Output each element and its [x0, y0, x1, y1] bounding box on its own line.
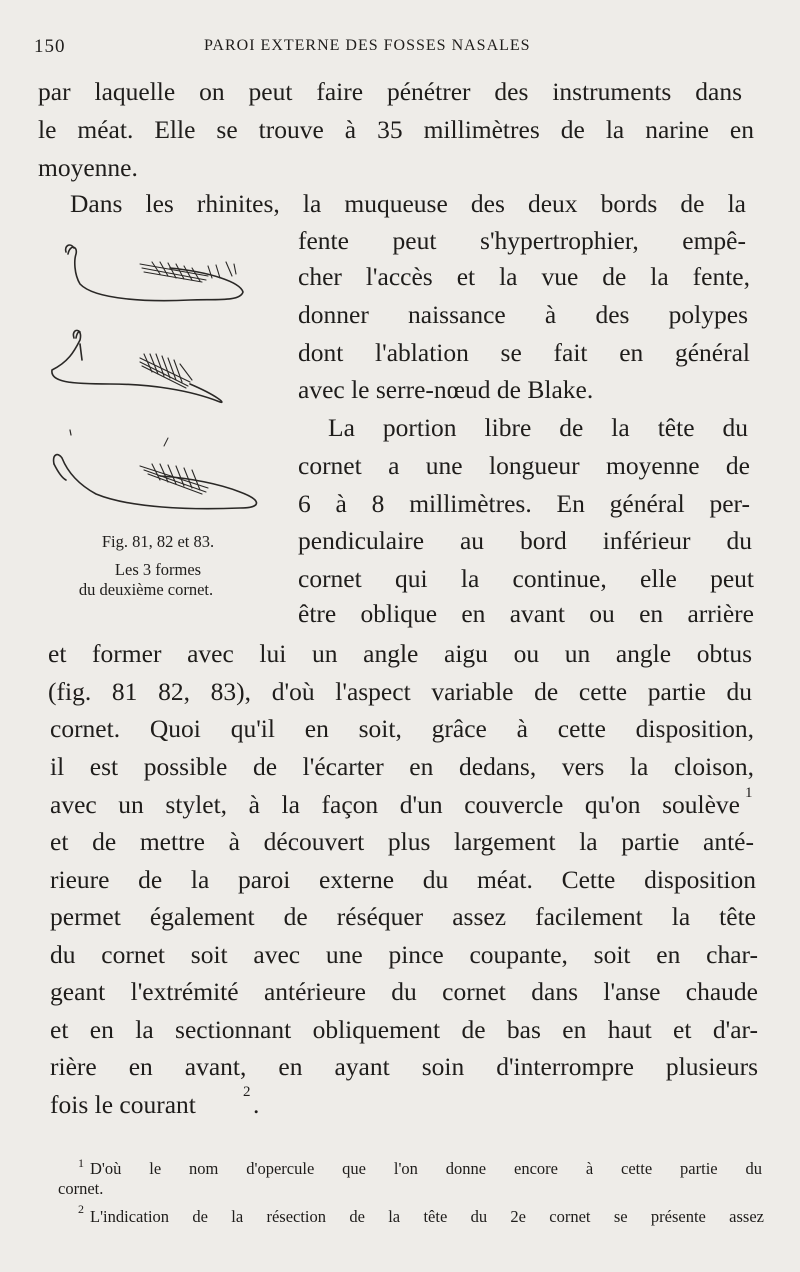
text-line: rière en avant, en ayant soin d'interrompre plusieurs — [50, 1052, 758, 1081]
footnote-text: L'indication de la résection de la tête du 2e cornet se présente assez — [90, 1207, 764, 1226]
text-line: 6 à 8 millimètres. En général per- — [298, 489, 750, 518]
text-line: il est possible de l'écarter en dedans, vers la cloison, — [50, 752, 754, 781]
text-line: et en la sectionnant obliquement de bas en haut et d'ar- — [50, 1015, 758, 1044]
footnote-text: D'où le nom d'opercule que l'on donne encore à cette partie du — [90, 1159, 762, 1178]
text-line: cornet qui la continue, elle peut — [298, 564, 754, 593]
figure-drawings — [40, 232, 265, 532]
text-line: avec un stylet, à la façon d'un couvercle qu'on soulève — [50, 790, 740, 819]
text-line: geant l'extrémité antérieure du cornet dans l'anse chaude — [50, 977, 758, 1006]
text-line: donner naissance à des polypes — [298, 300, 748, 329]
text-line: cornet. Quoi qu'il en soit, grâce à cette disposition, — [50, 714, 754, 743]
text-line: rieure de la paroi externe du méat. Cette disposition — [50, 865, 756, 894]
text-line: pendiculaire au bord inférieur du — [298, 526, 752, 555]
text-line: La portion libre de la tête du — [328, 413, 748, 442]
punctuation: . — [253, 1090, 260, 1119]
text-line: avec le serre-nœud de Blake. — [298, 375, 594, 404]
text-line: dont l'ablation se fait en général — [298, 338, 750, 367]
figure-caption-line: Les 3 formes — [114, 560, 202, 579]
footnote-text: cornet. — [58, 1179, 104, 1198]
page-number: 150 — [34, 36, 66, 57]
text-line: et former avec lui un angle aigu ou un angle obtus — [48, 639, 752, 668]
figure-caption-number: Fig. 81, 82 et 83. — [101, 532, 215, 551]
text-line: cornet a une longueur moyenne de — [298, 451, 750, 480]
figure-caption-line: du deuxième cornet. — [78, 580, 214, 599]
text-line: le méat. Elle se trouve à 35 millimètres de la narine en — [38, 115, 754, 144]
footnote-ref: 2 — [243, 1084, 251, 1100]
text-line: et de mettre à découvert plus largement la partie anté- — [50, 827, 754, 856]
text-line: moyenne. — [38, 153, 138, 182]
text-line: fois le courant — [50, 1090, 196, 1119]
footnote-marker: 2 — [78, 1202, 84, 1216]
text-line: être oblique en avant ou en arrière — [298, 599, 754, 628]
figure-turbinate-forms — [40, 232, 265, 599]
text-line: fente peut s'hypertrophier, empê- — [298, 226, 746, 255]
footnote-ref: 1 — [745, 785, 753, 801]
text-line: (fig. 81 82, 83), d'où l'aspect variable de cette partie du — [48, 677, 752, 706]
text-line: Dans les rhinites, la muqueuse des deux bords de la — [70, 189, 746, 218]
text-line: du cornet soit avec une pince coupante, soit en char- — [50, 940, 758, 969]
text-line: permet également de réséquer assez facilement la tête — [50, 902, 756, 931]
text-line: par laquelle on peut faire pénétrer des instruments dans — [38, 77, 742, 106]
footnote-marker: 1 — [78, 1156, 84, 1170]
text-line: cher l'accès et la vue de la fente, — [298, 262, 750, 291]
running-head: PAROI EXTERNE DES FOSSES NASALES — [204, 37, 531, 54]
page-header — [34, 36, 760, 60]
